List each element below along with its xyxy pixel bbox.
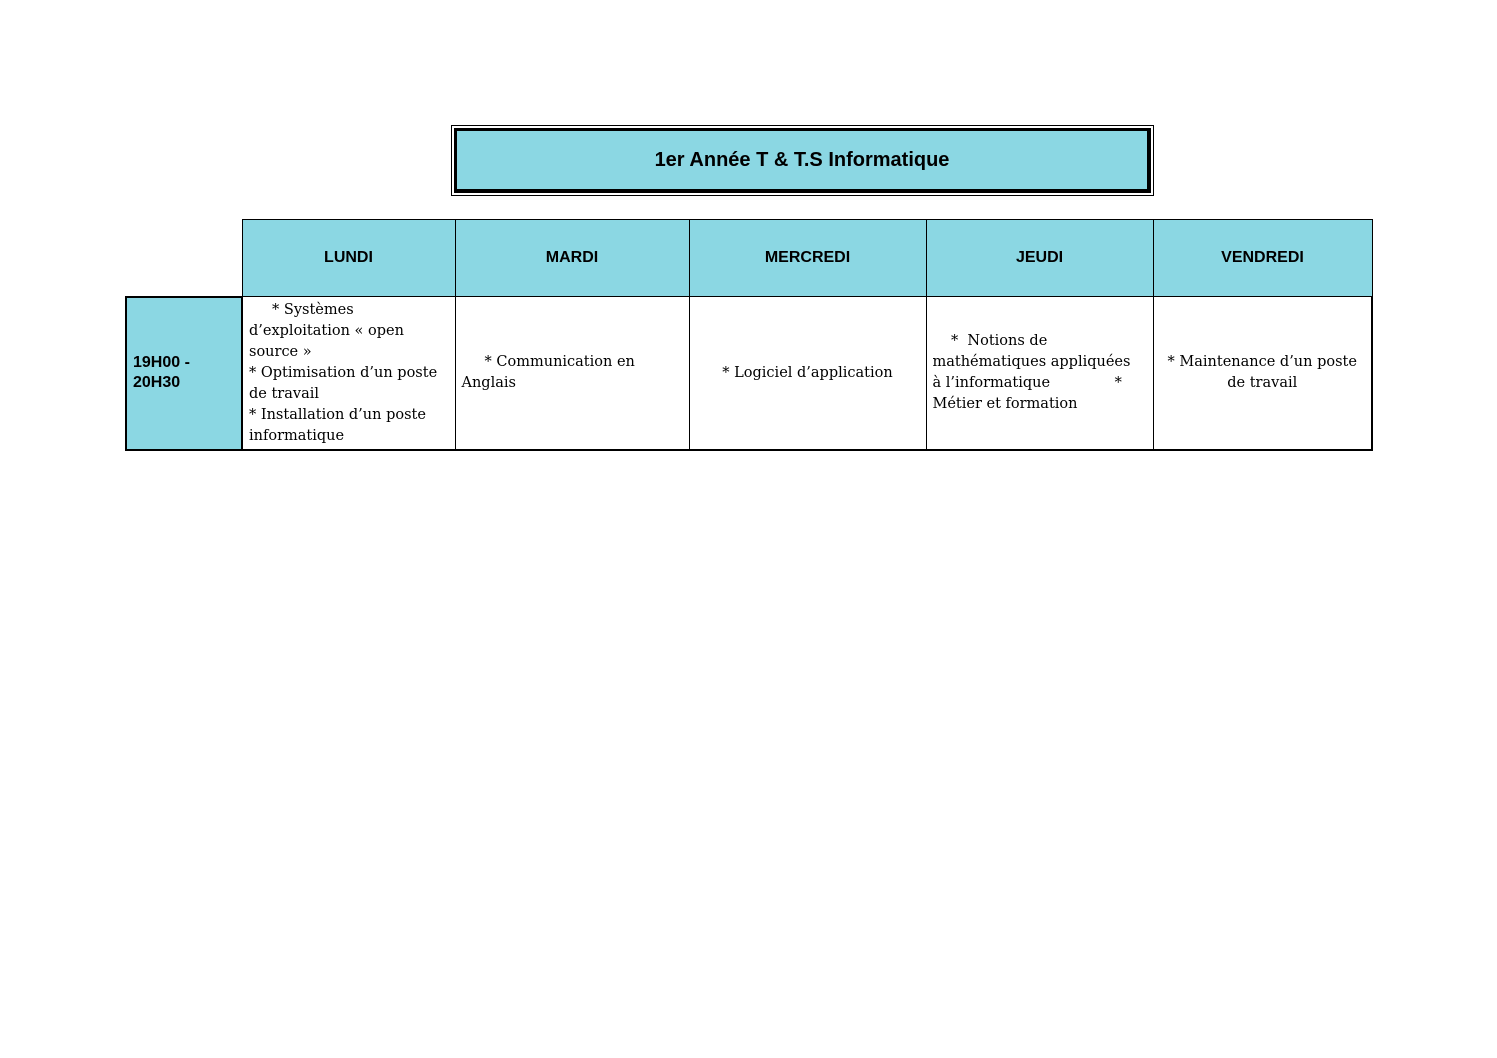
day-header-thursday: JEUDI (926, 220, 1153, 297)
course-tuesday: * Communication en Anglais (455, 297, 689, 451)
course-friday: * Maintenance d’un poste de travail (1153, 297, 1372, 451)
day-header-row (126, 220, 1372, 297)
title-box (451, 125, 1154, 196)
day-header-friday: VENDREDI (1153, 220, 1372, 297)
course-monday: * Systèmes d’exploitation « open source » * Optimisation d’un poste de travail * Installation d’un poste informatique (242, 297, 455, 451)
course-thursday: * Notions de mathématiques appliquées à l’informatique * Métier et formation (926, 297, 1153, 451)
day-header-wednesday: MERCREDI (689, 220, 926, 297)
schedule-table (125, 219, 1373, 451)
day-header-monday: LUNDI (242, 220, 455, 297)
time-slot-label (126, 297, 242, 451)
course-wednesday: * Logiciel d’application (689, 297, 926, 451)
time-slot-row (126, 297, 1372, 451)
time-slot-text: 19H00 - 20H30 (133, 354, 190, 392)
day-header-tuesday: MARDI (455, 220, 689, 297)
page-title: 1er Année T & T.S Informatique (454, 128, 1151, 193)
empty-corner (126, 220, 242, 297)
